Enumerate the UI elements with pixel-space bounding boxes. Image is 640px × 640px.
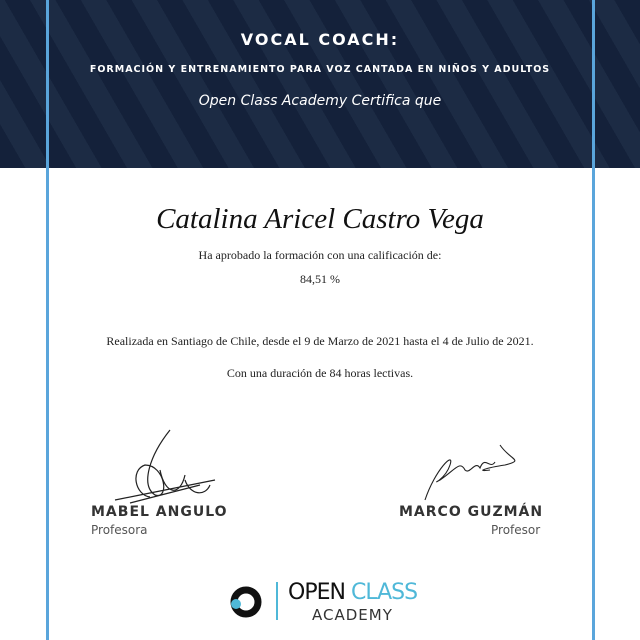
signer-name: MABEL ANGULO: [91, 504, 228, 520]
course-title: VOCAL COACH:: [240, 30, 400, 49]
signer-role: Profesor: [491, 523, 541, 537]
grade: 84,51 %: [300, 272, 340, 286]
logo-open: OPEN: [288, 580, 345, 605]
signature-marco-guzman: [415, 440, 535, 505]
signer-name: MARCO GUZMÁN: [399, 504, 544, 520]
logo-divider: [276, 582, 278, 620]
signature-mabel-angulo: [110, 425, 220, 510]
logo-academy: ACADEMY: [312, 606, 393, 624]
duration: Con una duración de 84 horas lectivas.: [226, 366, 414, 380]
logo-class: CLASS: [350, 580, 418, 605]
certifies-text: Open Class Academy Certifica que: [198, 93, 442, 109]
recipient-name: Catalina Aricel Castro Vega: [156, 203, 484, 235]
location-dates: Realizada en Santiago de Chile, desde el 9 de Marzo de 2021 hasta el 4 de Julio de 2021.: [106, 334, 534, 348]
approved-text: Ha aprobado la formación con una calificación de:: [198, 248, 442, 262]
certificate-header: [0, 0, 640, 168]
logo-ring-icon: [228, 584, 268, 624]
course-subtitle: FORMACIÓN Y ENTRENAMIENTO PARA VOZ CANTADA EN NIÑOS Y ADULTOS: [89, 64, 551, 75]
signer-role: Profesora: [91, 523, 148, 537]
